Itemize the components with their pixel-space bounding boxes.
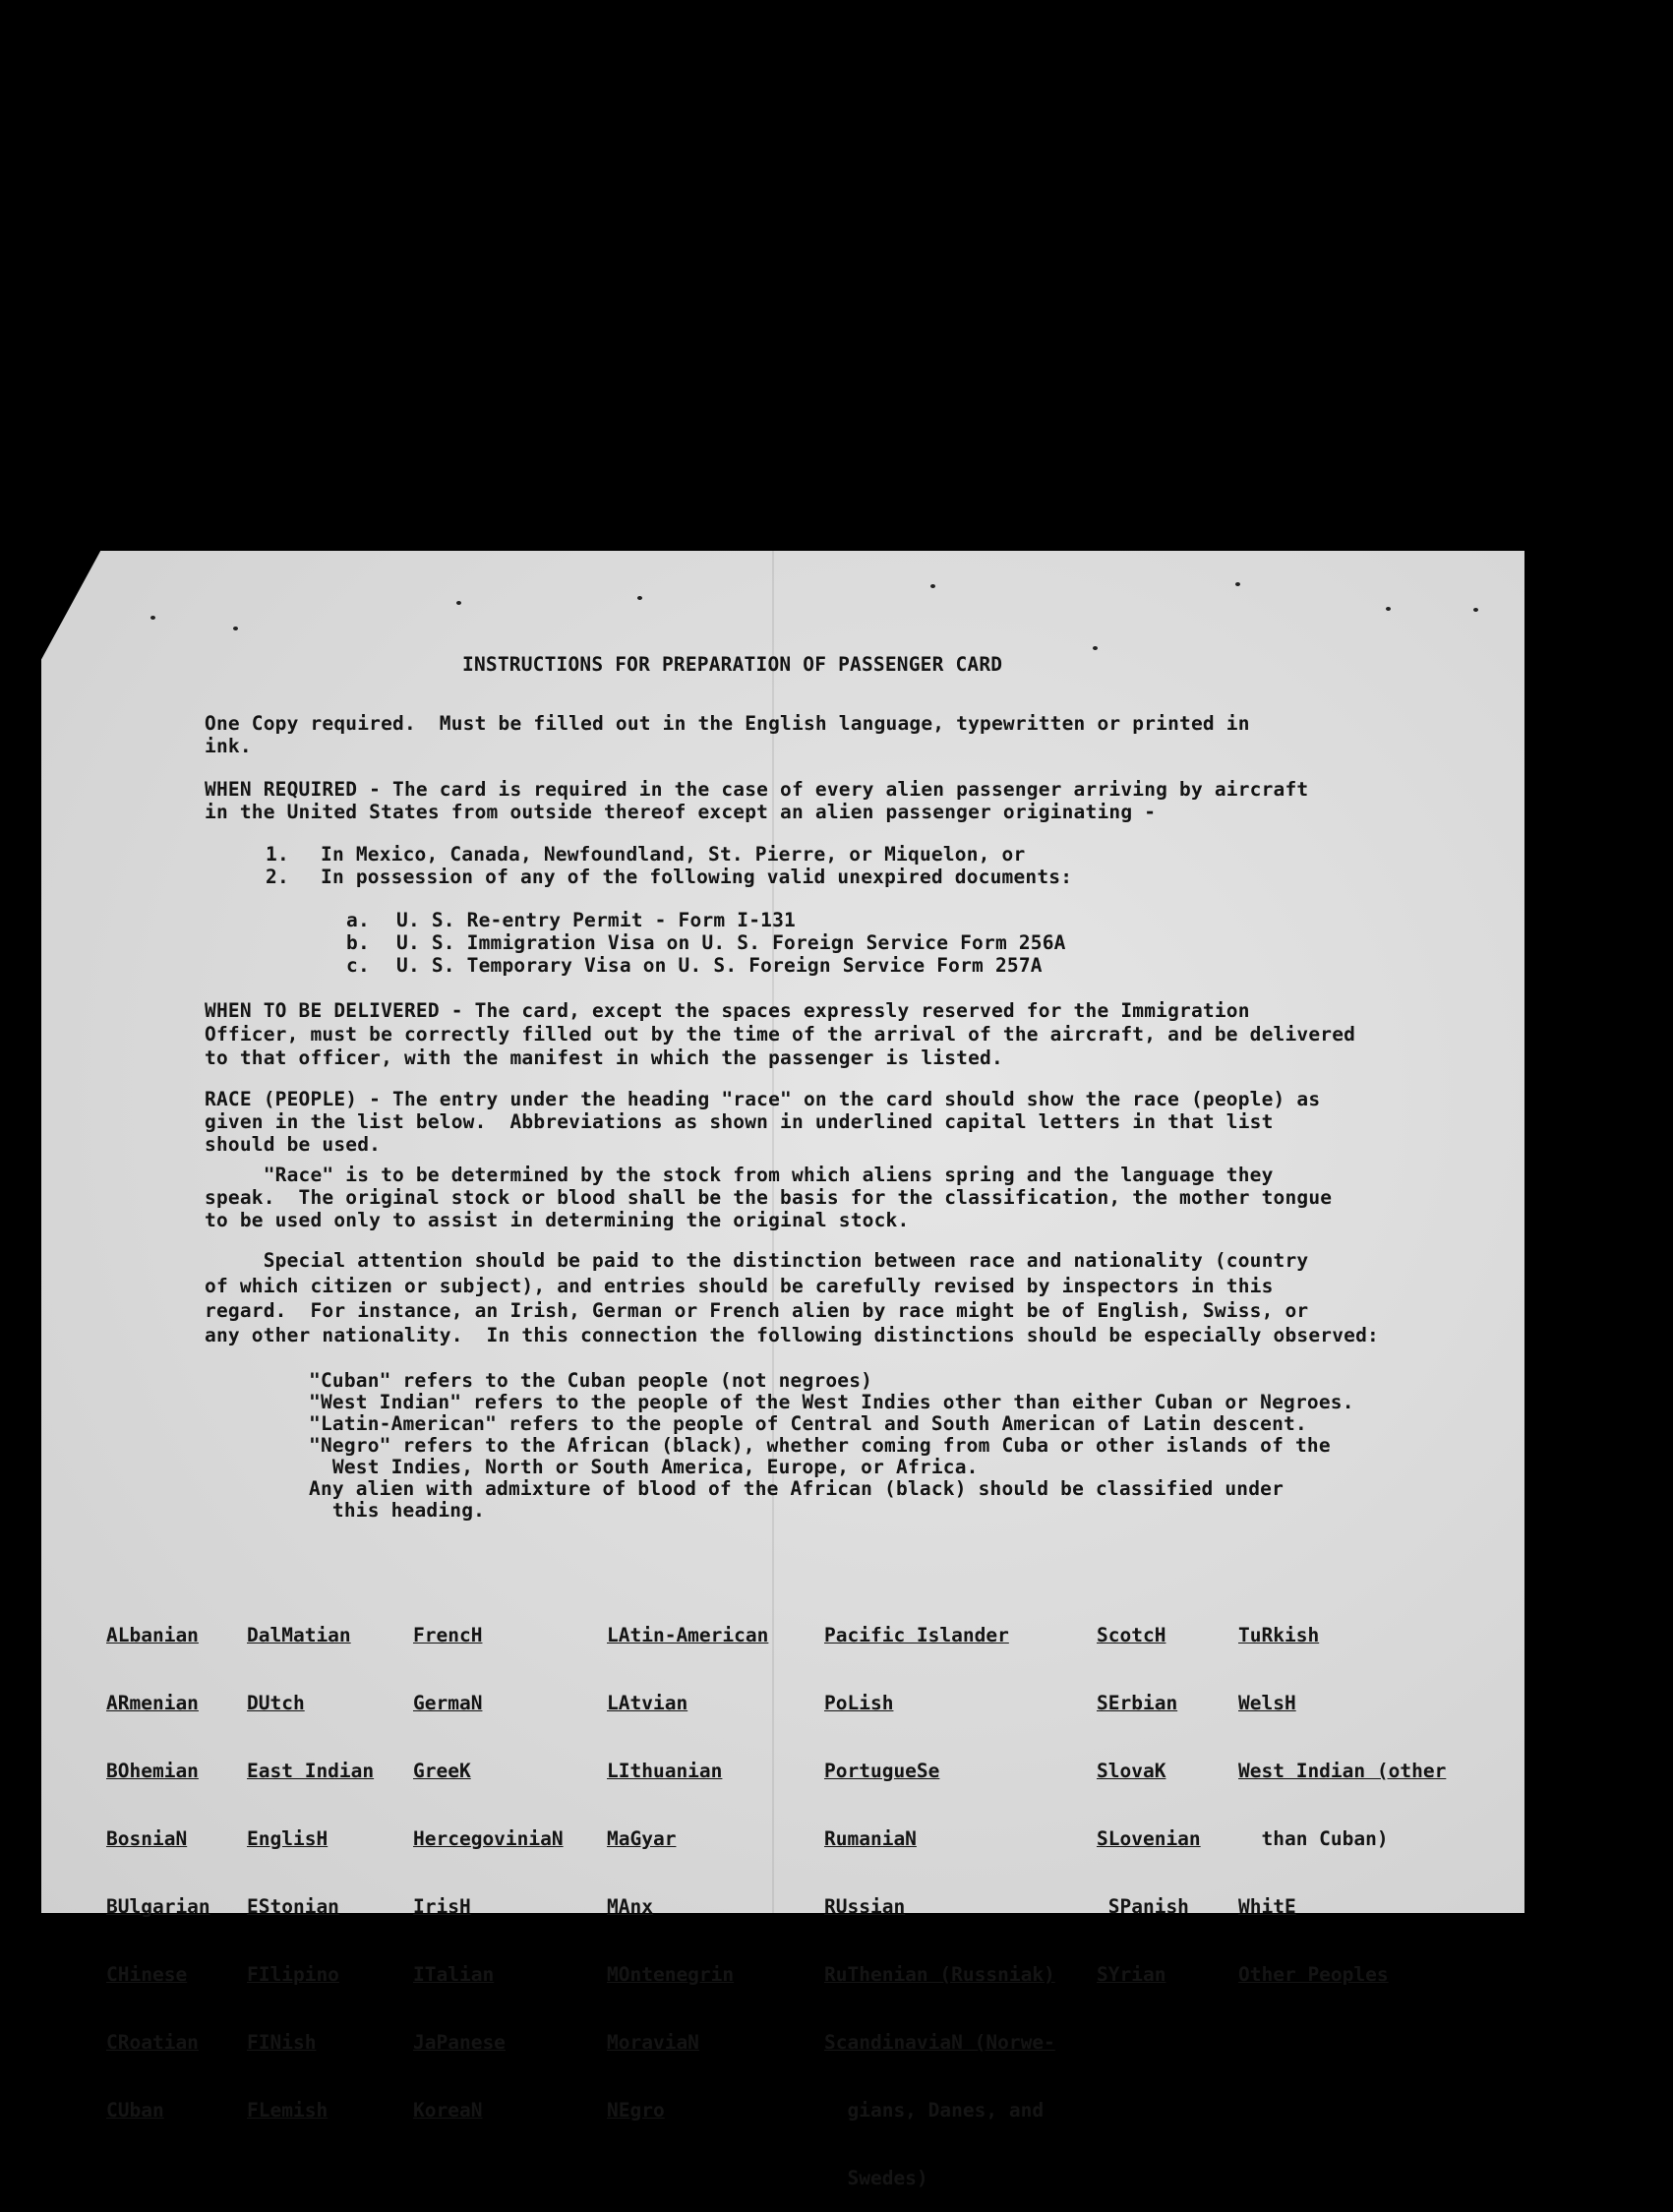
race-entry: BOhemian xyxy=(106,1760,199,1782)
race-entry: ITalian xyxy=(413,1963,495,1986)
race-line: given in the list below. Abbreviations as shown in underlined capital letters in that list xyxy=(205,1110,1274,1133)
race-entry: FINish xyxy=(247,2031,317,2054)
race-entry: ScotcH xyxy=(1097,1624,1166,1646)
race-entry: SlovaK xyxy=(1097,1760,1166,1782)
race-definition-line: "Race" is to be determined by the stock from which aliens spring and the language they xyxy=(205,1164,1274,1186)
race-entry: SErbian xyxy=(1097,1692,1178,1714)
race-entry: PortugueSe xyxy=(824,1760,940,1782)
sublist-item-text: U. S. Re-entry Permit - Form I-131 xyxy=(396,909,796,931)
distinction-line: "Negro" refers to the African (black), whether coming from Cuba or other islands of the xyxy=(309,1434,1331,1457)
race-entry: LIthuanian xyxy=(607,1760,723,1782)
race-column-5 xyxy=(824,1579,1055,2212)
distinction-line: "Cuban" refers to the Cuban people (not negroes) xyxy=(309,1369,873,1392)
race-definition-line: speak. The original stock or blood shall be the basis for the classification, the mother tongue xyxy=(205,1186,1333,1209)
page-title: INSTRUCTIONS FOR PREPARATION OF PASSENGER CARD xyxy=(462,653,1003,676)
distinction-line: Any alien with admixture of blood of the African (black) should be classified under xyxy=(309,1477,1285,1500)
special-attention-line: Special attention should be paid to the distinction between race and nationality (country xyxy=(205,1249,1309,1272)
race-entry: SLovenian xyxy=(1097,1827,1201,1850)
race-entry: ALbanian xyxy=(106,1624,199,1646)
race-entry: FrencH xyxy=(413,1624,483,1646)
special-attention-line: regard. For instance, an Irish, German or French alien by race might be of English, Swiss, or xyxy=(205,1299,1309,1322)
distinction-line: this heading. xyxy=(309,1499,486,1522)
race-entry: TuRkish xyxy=(1238,1624,1320,1646)
race-entry: BUlgarian xyxy=(106,1895,210,1918)
race-entry: RuThenian (Russniak) xyxy=(824,1963,1055,1986)
race-column-4 xyxy=(607,1579,768,2144)
race-entry: than Cuban) xyxy=(1238,1827,1389,1850)
sublist-letter: a. xyxy=(346,909,370,931)
race-entry: MAnx xyxy=(607,1895,653,1918)
when-required-line: WHEN REQUIRED - The card is required in the case of every alien passenger arriving by aircraft xyxy=(205,778,1309,801)
race-entry: EnglisH xyxy=(247,1827,329,1850)
race-entry: ScandinaviaN (Norwe- xyxy=(824,2031,1055,2054)
race-entry: RUssian xyxy=(824,1895,906,1918)
race-entry: East Indian xyxy=(247,1760,375,1782)
race-entry: CRoatian xyxy=(106,2031,199,2054)
when-required-line: in the United States from outside thereof except an alien passenger originating - xyxy=(205,801,1157,823)
distinction-line: West Indies, North or South America, Europe, or Africa. xyxy=(309,1456,979,1478)
race-entry: WelsH xyxy=(1238,1692,1296,1714)
when-delivered-line: Officer, must be correctly filled out by the time of the arrival of the aircraft, and be delivered xyxy=(205,1023,1356,1046)
race-entry: BosniaN xyxy=(106,1827,188,1850)
race-entry: LAtvian xyxy=(607,1692,688,1714)
race-entry: West Indian (other xyxy=(1238,1760,1447,1782)
sublist-item-text: U. S. Temporary Visa on U. S. Foreign Service Form 257A xyxy=(396,954,1043,977)
speck xyxy=(150,616,155,620)
race-line: should be used. xyxy=(205,1133,382,1156)
race-entry: gians, Danes, and xyxy=(824,2099,1045,2122)
speck xyxy=(233,627,238,630)
race-entry: Swedes) xyxy=(824,2167,928,2189)
page-fold xyxy=(772,551,774,1913)
when-delivered-line: WHEN TO BE DELIVERED - The card, except the spaces expressly reserved for the Immigration xyxy=(205,999,1250,1022)
distinction-line: "Latin-American" refers to the people of Central and South American of Latin descent. xyxy=(309,1412,1307,1435)
race-column-6 xyxy=(1097,1579,1201,2008)
list-number: 1. xyxy=(266,843,289,866)
list-item-text: In Mexico, Canada, Newfoundland, St. Pierre, or Miquelon, or xyxy=(321,843,1026,866)
speck xyxy=(1093,646,1098,650)
race-entry: CUban xyxy=(106,2099,164,2122)
intro-line: ink. xyxy=(205,735,252,757)
race-entry: KoreaN xyxy=(413,2099,483,2122)
race-definition-line: to be used only to assist in determining the original stock. xyxy=(205,1209,910,1231)
speck xyxy=(637,596,642,600)
race-entry: MoraviaN xyxy=(607,2031,699,2054)
race-entry: HercegoviniaN xyxy=(413,1827,564,1850)
race-entry: IrisH xyxy=(413,1895,471,1918)
speck xyxy=(1473,608,1478,612)
race-line: RACE (PEOPLE) - The entry under the heading "race" on the card should show the race (people) as xyxy=(205,1088,1321,1110)
race-entry: CHinese xyxy=(106,1963,188,1986)
race-column-1 xyxy=(106,1579,210,2144)
race-entry: NEgro xyxy=(607,2099,665,2122)
speck xyxy=(930,584,935,588)
sublist-letter: b. xyxy=(346,931,370,954)
race-entry: SPanish xyxy=(1097,1895,1189,1918)
race-entry: Pacific Islander xyxy=(824,1624,1009,1646)
race-entry: MaGyar xyxy=(607,1827,677,1850)
race-entry: LAtin-American xyxy=(607,1624,769,1646)
race-entry: PoLish xyxy=(824,1692,894,1714)
race-entry: SYrian xyxy=(1097,1963,1166,1986)
intro-line: One Copy required. Must be filled out in the English language, typewritten or printed in xyxy=(205,712,1250,735)
when-delivered-line: to that officer, with the manifest in which the passenger is listed. xyxy=(205,1046,1003,1069)
race-entry: GermaN xyxy=(413,1692,483,1714)
race-column-7 xyxy=(1238,1579,1446,2008)
race-column-3 xyxy=(413,1579,564,2144)
speck xyxy=(1386,607,1391,611)
sublist-item-text: U. S. Immigration Visa on U. S. Foreign Service Form 256A xyxy=(396,931,1066,954)
race-entry: JaPanese xyxy=(413,2031,506,2054)
sublist-letter: c. xyxy=(346,954,370,977)
race-entry: Other Peoples xyxy=(1238,1963,1389,1986)
race-entry: MOntenegrin xyxy=(607,1963,735,1986)
distinction-line: "West Indian" refers to the people of the West Indies other than either Cuban or Negroes. xyxy=(309,1391,1354,1413)
race-entry: EStonian xyxy=(247,1895,339,1918)
special-attention-line: any other nationality. In this connection the following distinctions should be especially observed: xyxy=(205,1324,1379,1346)
race-entry: DUtch xyxy=(247,1692,305,1714)
race-entry: RumaniaN xyxy=(824,1827,917,1850)
speck xyxy=(1235,582,1240,586)
race-entry: GreeK xyxy=(413,1760,471,1782)
race-entry: FIlipino xyxy=(247,1963,339,1986)
race-entry: FLemish xyxy=(247,2099,329,2122)
list-item-text: In possession of any of the following valid unexpired documents: xyxy=(321,866,1073,888)
race-entry: ARmenian xyxy=(106,1692,199,1714)
special-attention-line: of which citizen or subject), and entries should be carefully revised by inspectors in this xyxy=(205,1275,1274,1297)
race-entry: WhitE xyxy=(1238,1895,1296,1918)
list-number: 2. xyxy=(266,866,289,888)
race-entry: DalMatian xyxy=(247,1624,351,1646)
speck xyxy=(456,601,461,605)
race-column-2 xyxy=(247,1579,374,2144)
